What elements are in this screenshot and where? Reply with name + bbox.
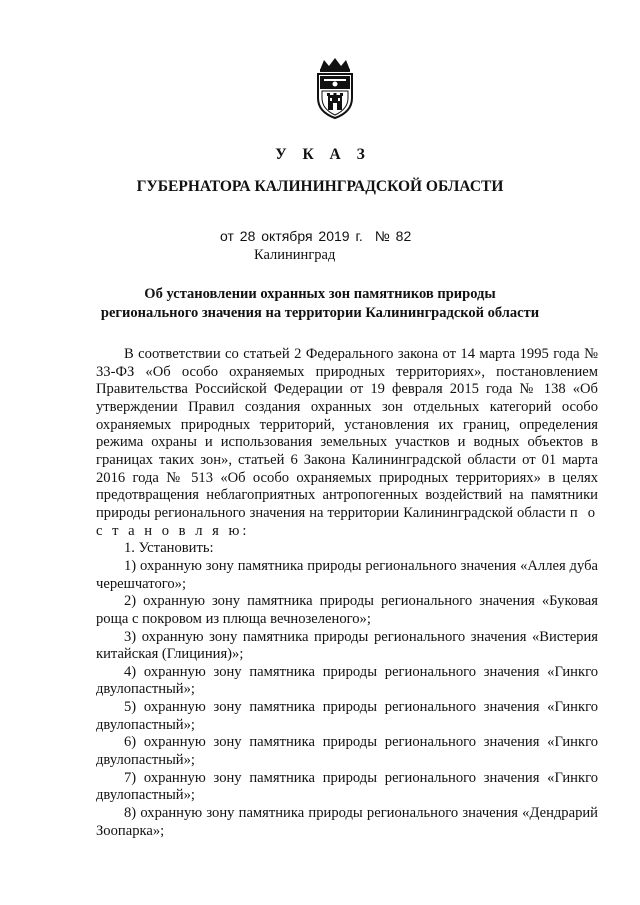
preamble-text: В соответствии со статьей 2 Федерального закона от 14 марта 1995 года № 33-ФЗ «Об особо охраняемых природных территориях», постановлением Правительства Российской Федерации от 19 февраля 2015 года № 138 «Об утверждении Правил создания охранных зон отдельных категорий особо охраняемых природных территорий, установления их границ, определения режима охраны и использования земельных участков и водных объектов в границах таких зон», статьей 6 Закона Калининградской области от 01 марта 2016 года № 513 «Об особо охраняемых природных территориях» в целях предотвращения неблагоприятных антропогенных воздействий на памятники природы регионального значения на территории Калининградской области xyxy=(96,346,598,521)
subitem-4: 4) охранную зону памятника природы регионального значения «Гинкго двулопастный»; xyxy=(96,663,598,698)
document-body xyxy=(96,346,598,840)
subitem-7: 7) охранную зону памятника природы регионального значения «Гинкго двулопастный»; xyxy=(96,769,598,804)
coat-of-arms-icon xyxy=(310,56,360,120)
document-city: Калининград xyxy=(254,247,336,263)
subitem-1: 1) охранную зону памятника природы регионального значения «Аллея дуба черешчатого»; xyxy=(96,557,598,592)
document-type: У К А З xyxy=(275,146,371,163)
subitem-6: 6) охранную зону памятника природы регионального значения «Гинкго двулопастный»; xyxy=(96,734,598,769)
preamble-verb: п о с т а н о в л я ю: xyxy=(96,504,599,539)
subitem-5: 5) охранную зону памятника природы регионального значения «Гинкго двулопастный»; xyxy=(96,699,598,733)
subitem-8: 8) охранную зону памятника природы регионального значения «Дендрарий Зоопарка»; xyxy=(96,805,598,839)
subitem-3: 3) охранную зону памятника природы регионального значения «Вистерия китайская (Глициния)»; xyxy=(96,628,598,663)
preamble-paragraph xyxy=(96,346,598,540)
document-subject xyxy=(0,285,640,323)
document-date: от 28 октября 2019 г. xyxy=(220,228,363,244)
subject-line-1: Об установлении охранных зон памятников природы xyxy=(144,286,496,302)
document-issuer: ГУБЕРНАТОРА КАЛИНИНГРАДСКОЙ ОБЛАСТИ xyxy=(136,178,504,195)
subitem-2: 2) охранную зону памятника природы регионального значения «Буковая роща с покровом из плюща вечнозеленого»; xyxy=(96,593,598,627)
subject-line-2: регионального значения на территории Калининградской области xyxy=(100,305,540,321)
date-line xyxy=(220,228,411,244)
point-1: 1. Установить: xyxy=(124,540,214,557)
document-number: № 82 xyxy=(374,228,412,244)
